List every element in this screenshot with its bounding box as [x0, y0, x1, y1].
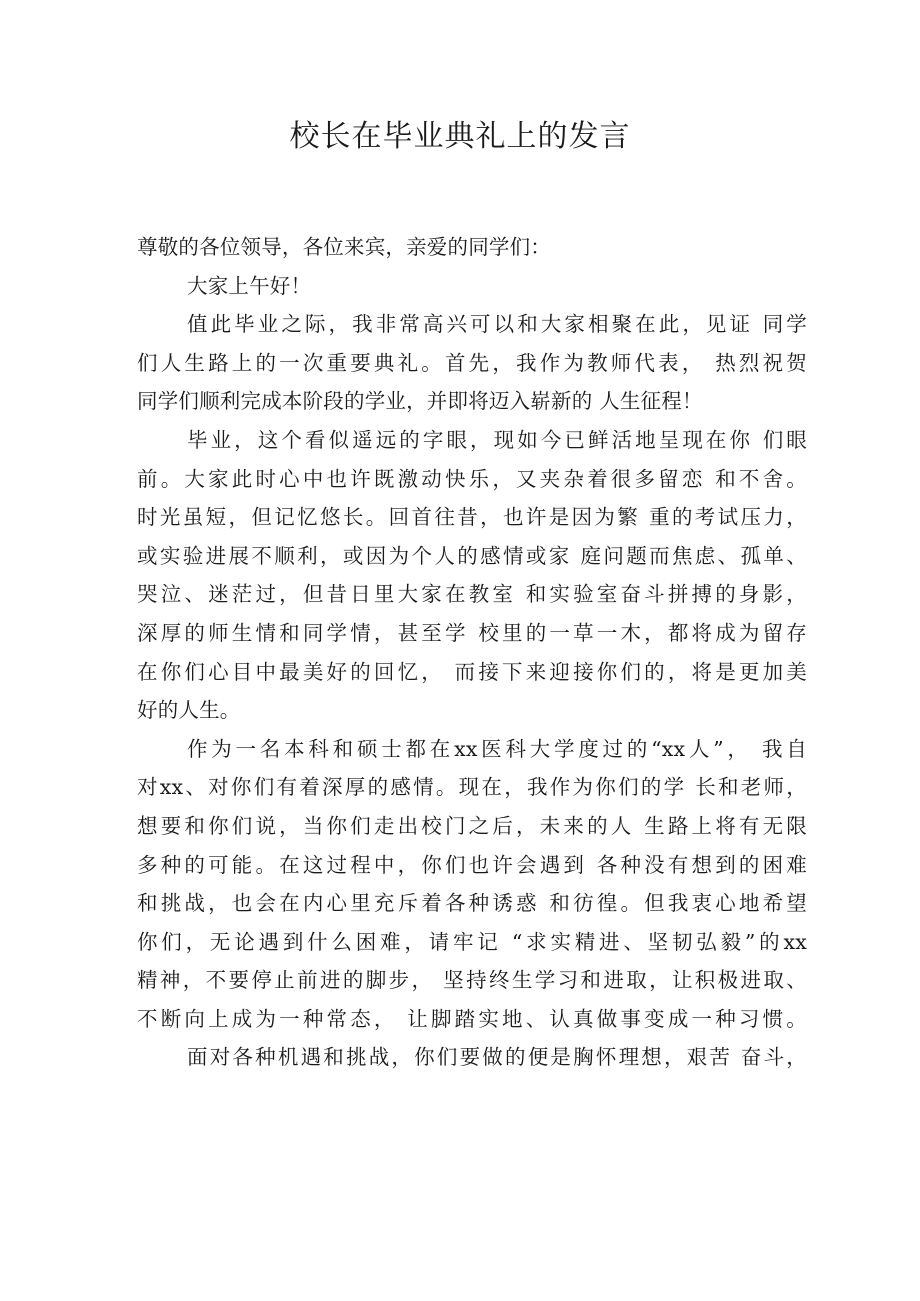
paragraph-line: 时光虽短，但记忆悠长。回首往昔，也许是因为繁 重的考试压力，: [137, 505, 807, 530]
salutation-line: 尊敬的各位领导，各位来宾，亲爱的同学们：: [137, 235, 551, 259]
document-body: [137, 228, 807, 1077]
paragraph-line: 你们，无论遇到什么困难，请牢记 “求实精进、坚韧弘毅”的xx: [137, 929, 807, 954]
paragraph-line: 同学们顺利完成本阶段的学业，并即将迈入崭新的 人生征程！: [137, 389, 703, 414]
paragraph-line: 对xx、对你们有着深厚的感情。现在，我作为你们的学 长和老师，: [137, 775, 807, 800]
paragraph-line: 精神，不要停止前进的脚步， 坚持终生学习和进取，让积极进取、: [137, 968, 807, 993]
paragraph-line: 不断向上成为一种常态， 让脚踏实地、认真做事变成一种习惯。: [137, 1006, 807, 1031]
paragraph-line: 好的人生。: [137, 698, 241, 723]
document-title: 校长在毕业典礼上的发言: [289, 119, 631, 154]
greeting-line: 大家上午好！: [187, 273, 312, 298]
paragraph-line: 想要和你们说，当你们走出校门之后，未来的人 生路上将有无限: [137, 813, 807, 838]
paragraph-line: 在你们心目中最美好的回忆， 而接下来迎接你们的，将是更加美: [137, 659, 807, 684]
paragraph-line: 值此毕业之际，我非常高兴可以和大家相聚在此，见证 同学: [187, 312, 807, 337]
paragraph-line: 多种的可能。在这过程中，你们也许会遇到 各种没有想到的困难: [137, 852, 807, 877]
paragraph-line: 哭泣、迷茫过，但昔日里大家在教室 和实验室奋斗拼搏的身影，: [137, 582, 807, 607]
paragraph-line: 深厚的师生情和同学情，甚至学 校里的一草一木，都将成为留存: [137, 620, 807, 645]
paragraph-line: 和挑战，也会在内心里充斥着各种诱惑 和彷徨。但我衷心地希望: [137, 891, 807, 916]
paragraph-line: 或实验进展不顺利，或因为个人的感情或家 庭问题而焦虑、孤单、: [137, 543, 807, 568]
paragraph-line: 前。大家此时心中也许既激动快乐，又夹杂着很多留恋 和不舍。: [137, 466, 807, 491]
paragraph-line: 面对各种机遇和挑战，你们要做的便是胸怀理想，艰苦 奋斗，: [187, 1045, 807, 1070]
paragraph-line: 们人生路上的一次重要典礼。首先，我作为教师代表， 热烈祝贺: [137, 350, 807, 375]
paragraph-line: 毕业，这个看似遥远的字眼，现如今已鲜活地呈现在你 们眼: [187, 427, 807, 452]
paragraph-line: 作为一名本科和硕士都在xx医科大学度过的“xx人”， 我自: [187, 736, 807, 761]
